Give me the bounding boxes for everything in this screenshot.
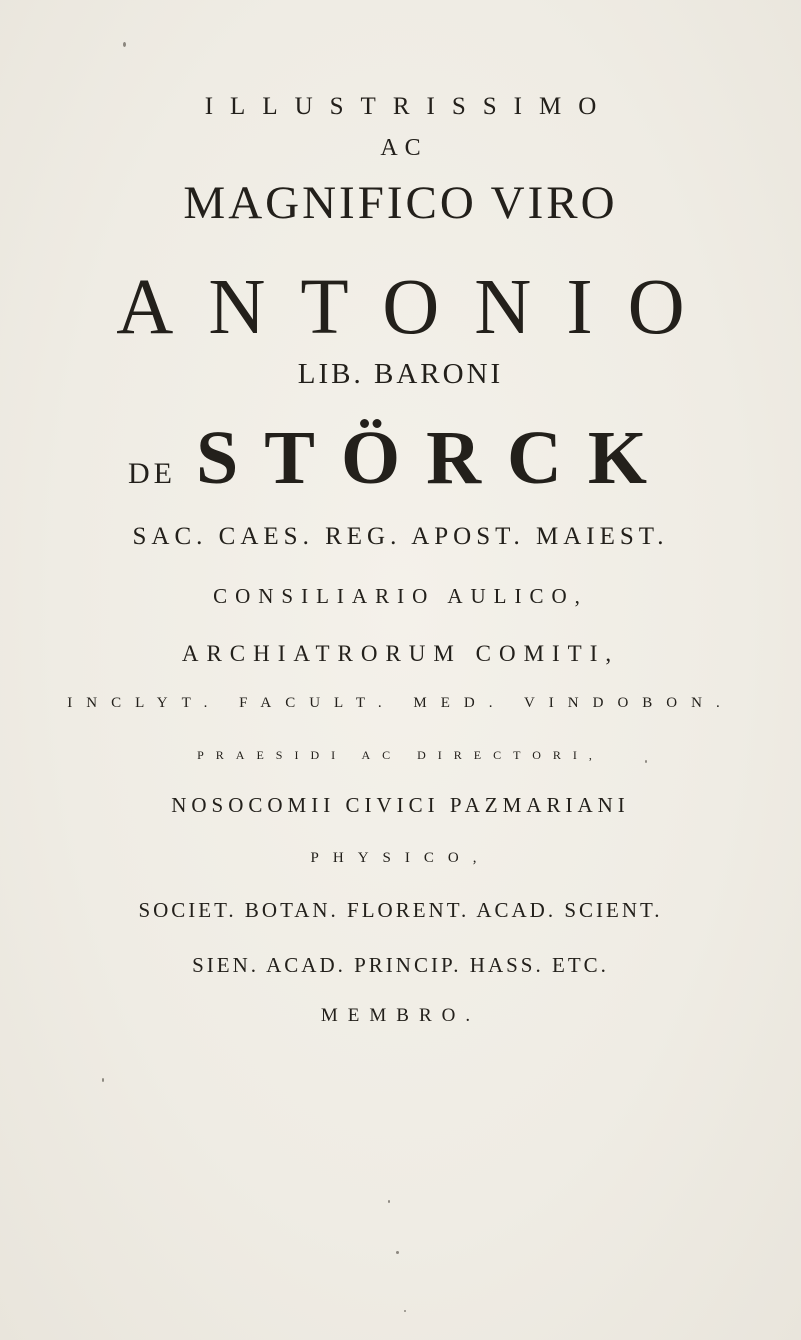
dedication-line-sac-caes: SAC. CAES. REG. APOST. MAIEST. xyxy=(132,523,669,550)
paper-speck xyxy=(404,1310,406,1312)
dedication-line-inclyt-facult: INCLYT. FACULT. MED. VINDOBON. xyxy=(67,695,734,711)
paper-speck xyxy=(102,1078,104,1082)
dedication-line-magnifico-viro: MAGNIFICO VIRO xyxy=(183,177,618,229)
dedication-line-praesidi: PRAESIDI AC DIRECTORI, xyxy=(197,748,604,762)
dedication-name-storck: STÖRCK xyxy=(196,416,673,500)
paper-speck xyxy=(123,42,126,47)
paper-speck xyxy=(388,1200,390,1203)
dedication-line-societ-botan: SOCIET. BOTAN. FLORENT. ACAD. SCIENT. xyxy=(138,898,663,922)
dedication-line-nosocomii: NOSOCOMII CIVICI PAZMARIANI xyxy=(171,793,630,817)
dedication-line-membro: MEMBRO. xyxy=(320,1005,481,1026)
dedication-line-sien-acad: SIEN. ACAD. PRINCIP. HASS. ETC. xyxy=(192,953,609,977)
dedication-line-lib-baroni: LIB. BARONI xyxy=(297,358,504,390)
paper-speck xyxy=(645,760,647,763)
dedication-line-illustrissimo: ILLUSTRISSIMO xyxy=(204,93,614,120)
dedication-line-physico: PHYSICO, xyxy=(310,850,491,866)
dedication-line-ac: AC xyxy=(380,135,428,161)
dedication-name-antonio: ANTONIO xyxy=(116,264,720,351)
paper-speck xyxy=(396,1251,399,1254)
dedication-line-de-storck xyxy=(0,416,801,500)
dedication-line-archiatrorum: ARCHIATRORUM COMITI, xyxy=(181,641,620,666)
dedication-line-consiliario: CONSILIARIO AULICO, xyxy=(213,584,588,608)
dedication-de: DE xyxy=(128,457,177,490)
